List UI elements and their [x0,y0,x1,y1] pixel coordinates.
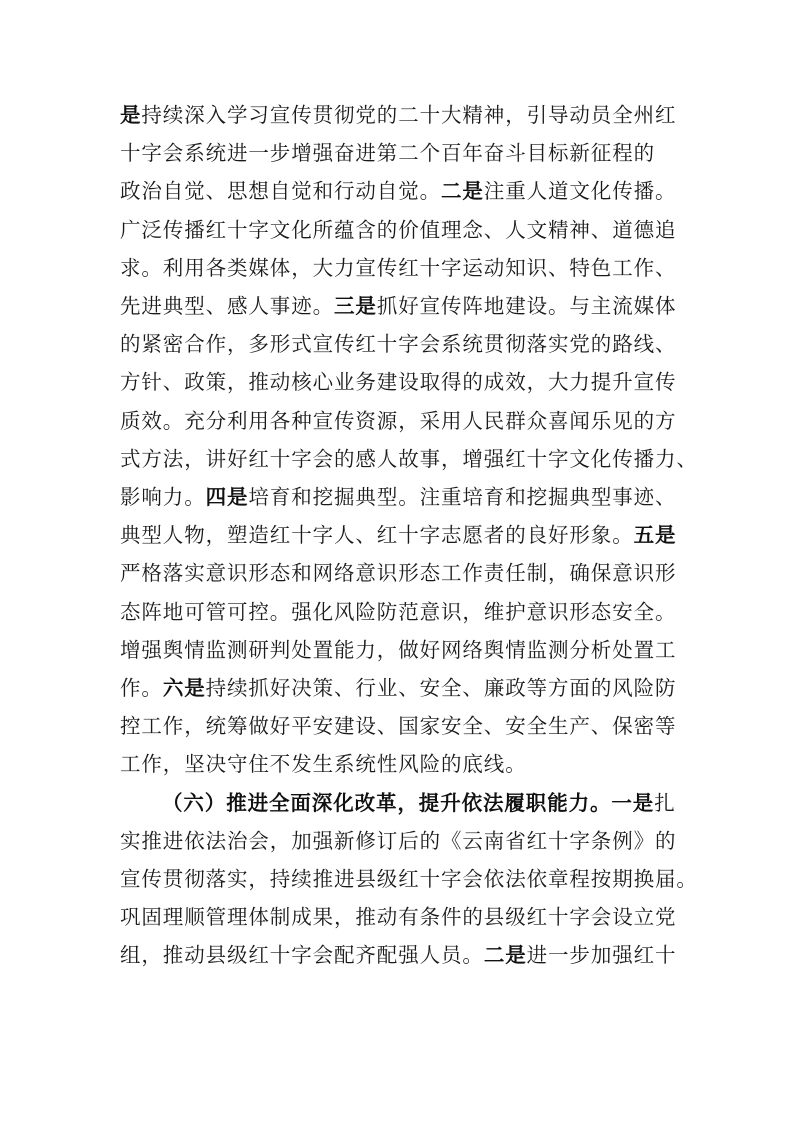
text-line [120,407,676,435]
text-line [120,941,676,969]
text-run: 质效。充分利用各种宣传资源，采用人民群众喜闻乐见的方 [120,408,677,433]
text-run: 先进典型、感人事迹。 [120,294,334,318]
text-run: 进一步加强红十 [526,943,677,968]
enumeration-marker: 五是 [633,523,677,548]
text-line [120,177,676,205]
enumeration-marker: 四是 [205,485,249,509]
text-run: 持续深入学习宣传贯彻党的二十大精神，引导动员全州红 [141,103,677,127]
text-run: 政治自觉、思想自觉和行动自觉。 [120,179,441,204]
text-run: 典型人物，塑造红十字人、红十字志愿者的良好形象。 [120,523,634,548]
text-line [120,101,676,129]
text-run: 持续抓好决策、行业、安全、廉政等方面的风险防 [205,676,677,700]
text-line [120,216,676,244]
text-line [162,789,676,817]
text-run: 影响力。 [120,485,206,509]
text-line [120,674,676,702]
text-line [120,750,527,778]
text-run: 工作，坚决守住不发生系统性风险的底线。 [120,752,527,777]
text-run: 求。利用各类媒体，大力宣传红十字运动知识、特色工作、 [120,255,677,280]
text-run: 方针、政策，推动核心业务建设取得的成效，大力提升宣传 [120,370,677,395]
enumeration-marker: 三是 [334,294,377,318]
text-run: 十字会系统进一步增强奋进第二个百年奋斗目标新征程的 [120,141,655,166]
text-run: 实推进依法治会，加强新修订后的《云南省红十字条例》的 [120,828,677,853]
text-line [120,139,655,167]
text-line [120,292,676,320]
text-line [120,712,676,740]
text-line [120,330,676,358]
enumeration-marker: 六是 [162,676,206,700]
text-run: 宣传贯彻落实，持续推进县级红十字会依法依章程按期换届。 [120,867,698,891]
text-line [120,445,698,473]
text-line [120,636,676,664]
text-line [120,903,676,931]
text-run: 增强舆情监测研判处置能力，做好网络舆情监测分析处置工 [120,637,677,662]
text-line [120,254,676,282]
text-line [120,368,676,396]
text-run: 式方法，讲好红十字会的感人故事，增强红十字文化传播力、 [120,446,698,471]
text-run: 态阵地可管可控。强化风险防范意识，维护意识形态安全。 [120,599,677,624]
text-run: 广泛传播红十字文化所蕴含的价值理念、人文精神、道德追 [120,217,677,242]
text-run: 注重人道文化传播。 [483,179,677,204]
text-line [120,598,676,626]
text-line [120,521,676,549]
enumeration-marker: 一是 [611,790,655,815]
enumeration-marker: 是 [120,103,142,127]
text-run: 扎 [654,790,676,815]
text-run: 抓好宣传阵地建设。与主流媒体 [376,294,677,318]
enumeration-marker: 二是 [483,943,527,968]
text-run: 的紧密合作，多形式宣传红十字会系统贯彻落实党的路线、 [120,332,677,357]
enumeration-marker: 二是 [441,179,484,204]
text-run: 控工作，统筹做好平安建设、国家安全、安全生产、保密等 [120,714,677,739]
text-line [120,865,698,893]
text-run: 培育和挖掘典型。注重培育和挖掘典型事迹、 [248,485,677,509]
section-heading: （六）推进全面深化改革，提升依法履职能力。 [162,790,612,815]
text-run: 巩固理顺管理体制成果，推动有条件的县级红十字会设立党 [120,905,677,930]
text-line [120,559,676,587]
text-line [120,483,676,511]
text-run: 严格落实意识形态和网络意识形态工作责任制，确保意识形 [120,561,677,586]
text-run: 组，推动县级红十字会配齐配强人员。 [120,943,484,968]
text-run: 作。 [120,676,163,700]
text-line [120,827,676,855]
